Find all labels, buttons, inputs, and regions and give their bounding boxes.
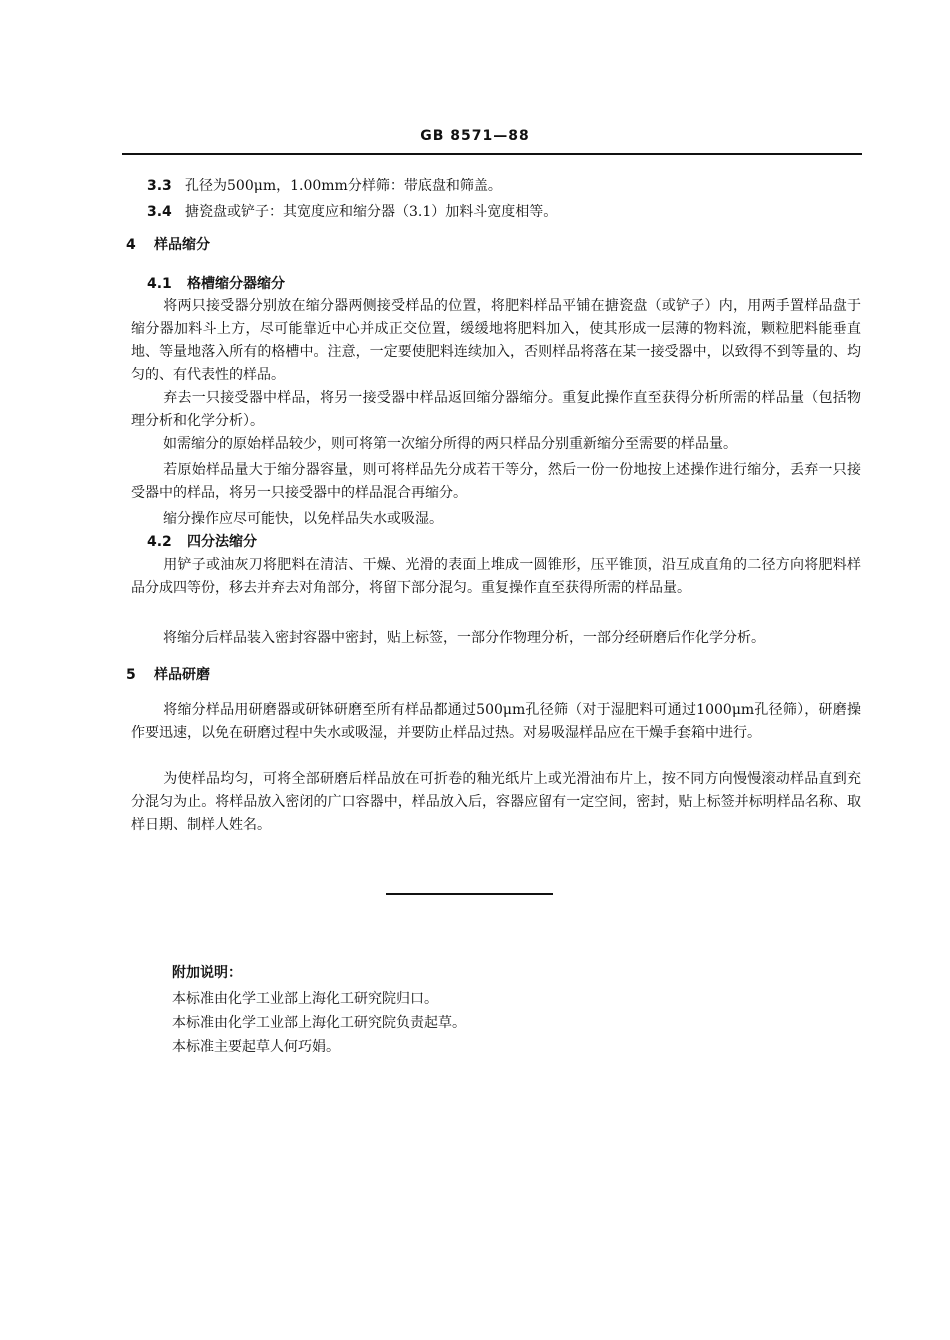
paragraph: 如需缩分的原始样品较少，则可将第一次缩分所得的两只样品分别重新缩分至需要的样品量。 [163, 436, 737, 452]
standard-code-header: GB 8571—88 [420, 128, 530, 144]
subsection-number: 4.2 [147, 534, 172, 550]
item-number: 3.4 [147, 204, 172, 220]
item-3-3 [147, 176, 502, 196]
subsection-number: 4.1 [147, 276, 172, 292]
section-title: 样品研磨 [154, 667, 210, 683]
paragraph: 将缩分样品用研磨器或研钵研磨至所有样品都通过500μm孔径筛（对于湿肥料可通过1000μm孔径筛），研磨操作要迅速，以免在研磨过程中失水或吸湿，并要防止样品过热。对易吸湿样品应在干燥手套箱中进行。 [131, 702, 861, 741]
paragraph: 用铲子或油灰刀将肥料在清洁、干燥、光滑的表面上堆成一圆锥形，压平锥顶，沿互成直角的二径方向将肥料样品分成四等份，移去并弃去对角部分，将留下部分混匀。重复操作直至获得所需的样品量。 [131, 557, 861, 596]
section-title: 样品缩分 [154, 237, 210, 253]
paragraph: 将缩分后样品装入密封容器中密封，贴上标签，一部分作物理分析，一部分经研磨后作化学分析。 [163, 630, 765, 646]
section-4-heading [126, 235, 210, 255]
paragraph: 将两只接受器分别放在缩分器两侧接受样品的位置，将肥料样品平铺在搪瓷盘（或铲子）内，用两手置样品盘于缩分器加料斗上方，尽可能靠近中心并成正交位置，缓缓地将肥料加入，使其形成一层薄的物料流，颗粒肥料能垂直地、等量地落入所有的格槽中。注意，一定要使肥料连续加入，否则样品将落在某一接受器中，以致得不到等量的、均匀的、有代表性的样品。 [131, 298, 861, 383]
note-line: 本标准由化学工业部上海化工研究院负责起草。 [172, 1015, 466, 1031]
item-number: 3.3 [147, 178, 172, 194]
subsection-4-1-heading [147, 274, 285, 294]
subsection-4-2-heading [147, 532, 257, 552]
section-5-heading [126, 665, 210, 685]
note-line: 本标准由化学工业部上海化工研究院归口。 [172, 991, 438, 1007]
paragraph: 若原始样品量大于缩分器容量，则可将样品先分成若干等分，然后一份一份地按上述操作进行缩分，丢弃一只接受器中的样品，将另一只接受器中的样品混合再缩分。 [131, 462, 861, 501]
paragraph: 弃去一只接受器中样品，将另一接受器中样品返回缩分器缩分。重复此操作直至获得分析所需的样品量（包括物理分析和化学分析）。 [131, 390, 861, 429]
paragraph: 缩分操作应尽可能快，以免样品失水或吸湿。 [163, 511, 443, 527]
item-text: 孔径为500μm，1.00mm分样筛：带底盘和筛盖。 [185, 178, 502, 194]
section-separator [386, 893, 553, 895]
item-3-4 [147, 202, 557, 222]
paragraph: 为使样品均匀，可将全部研磨后样品放在可折卷的釉光纸片上或光滑油布片上，按不同方向慢慢滚动样品直到充分混匀为止。将样品放入密闭的广口容器中，样品放入后，容器应留有一定空间，密封，贴上标签并标明样品名称、取样日期、制样人姓名。 [131, 771, 861, 833]
item-text: 搪瓷盘或铲子：其宽度应和缩分器（3.1）加料斗宽度相等。 [185, 204, 558, 220]
subsection-title: 格槽缩分器缩分 [187, 276, 285, 292]
header-divider [122, 153, 862, 155]
note-line: 本标准主要起草人何巧娟。 [172, 1039, 340, 1055]
section-number: 5 [126, 667, 136, 683]
section-number: 4 [126, 237, 136, 253]
notes-title: 附加说明： [172, 965, 242, 981]
subsection-title: 四分法缩分 [187, 534, 257, 550]
